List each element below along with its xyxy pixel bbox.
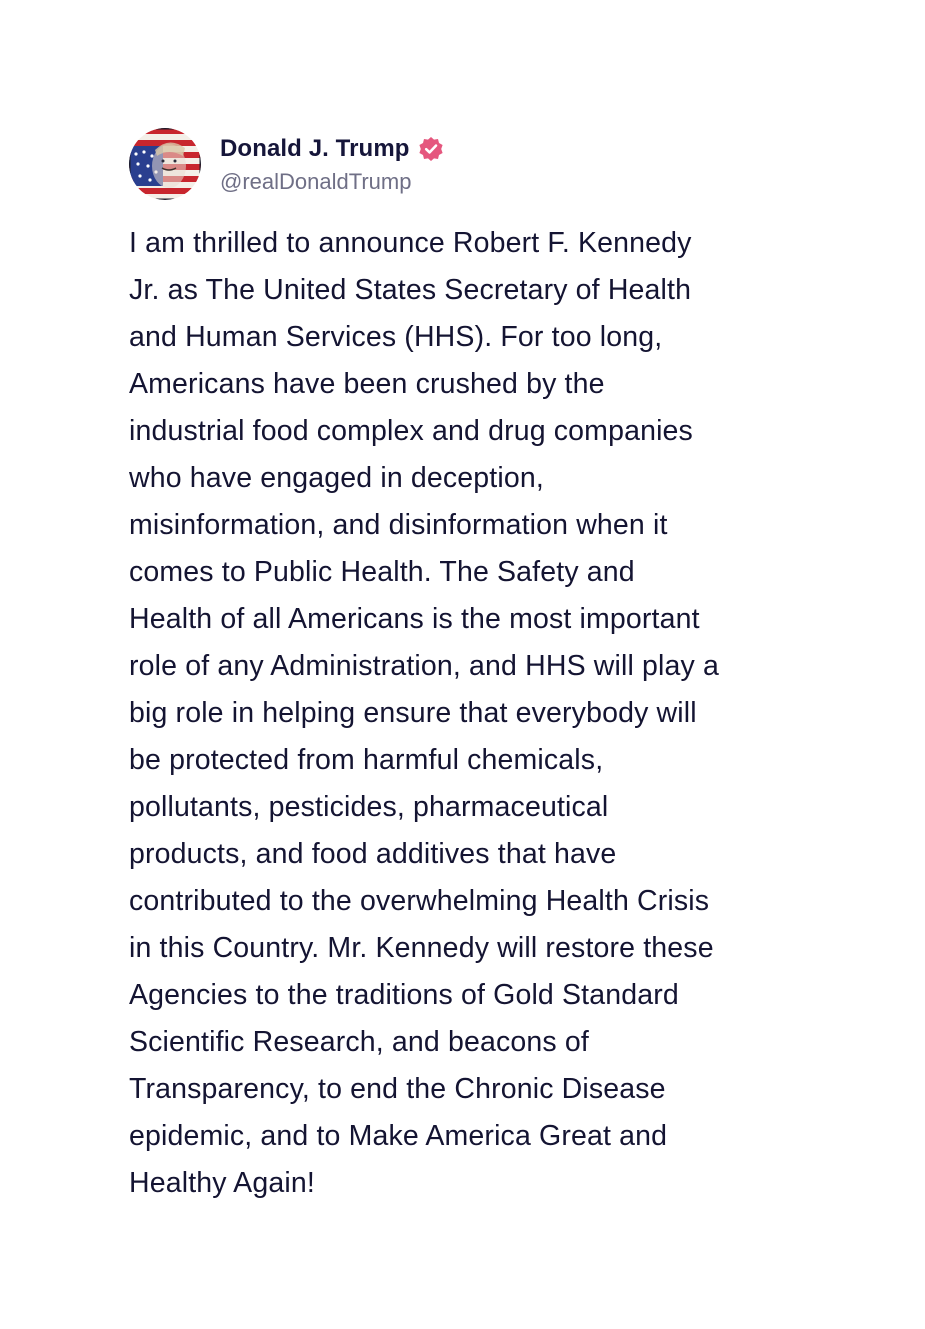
author-name-row [220, 134, 444, 164]
avatar[interactable] [129, 128, 201, 200]
author-identity [220, 134, 444, 195]
post-text: I am thrilled to announce Robert F. Kennedy Jr. as The United States Secretary of Health and Human Services (HHS). For too long, Americans have been crushed by the industrial food complex and drug companies who have engaged in deception, misinformation, and disinformation when it comes to Public Health. The Safety and Health of all Americans is the most important role of any Administration, and HHS will play a big role in helping ensure that everybody will be protected from harmful chemicals, pollutants, pesticides, pharmaceutical products, and food additives that have contributed to the overwhelming Health Crisis in this Country. Mr. Kennedy will restore these Agencies to the traditions of Gold Standard Scientific Research, and beacons of Transparency, to end the Chronic Disease epidemic, and to Make America Great and Healthy Again! [129, 227, 719, 1199]
author-display-name[interactable]: Donald J. Trump [220, 134, 410, 162]
flag-portrait-avatar-icon [129, 128, 201, 200]
verified-badge-icon [418, 136, 444, 162]
post-header [129, 128, 799, 200]
author-handle[interactable]: @realDonaldTrump [220, 168, 412, 194]
post-card [129, 128, 799, 1207]
